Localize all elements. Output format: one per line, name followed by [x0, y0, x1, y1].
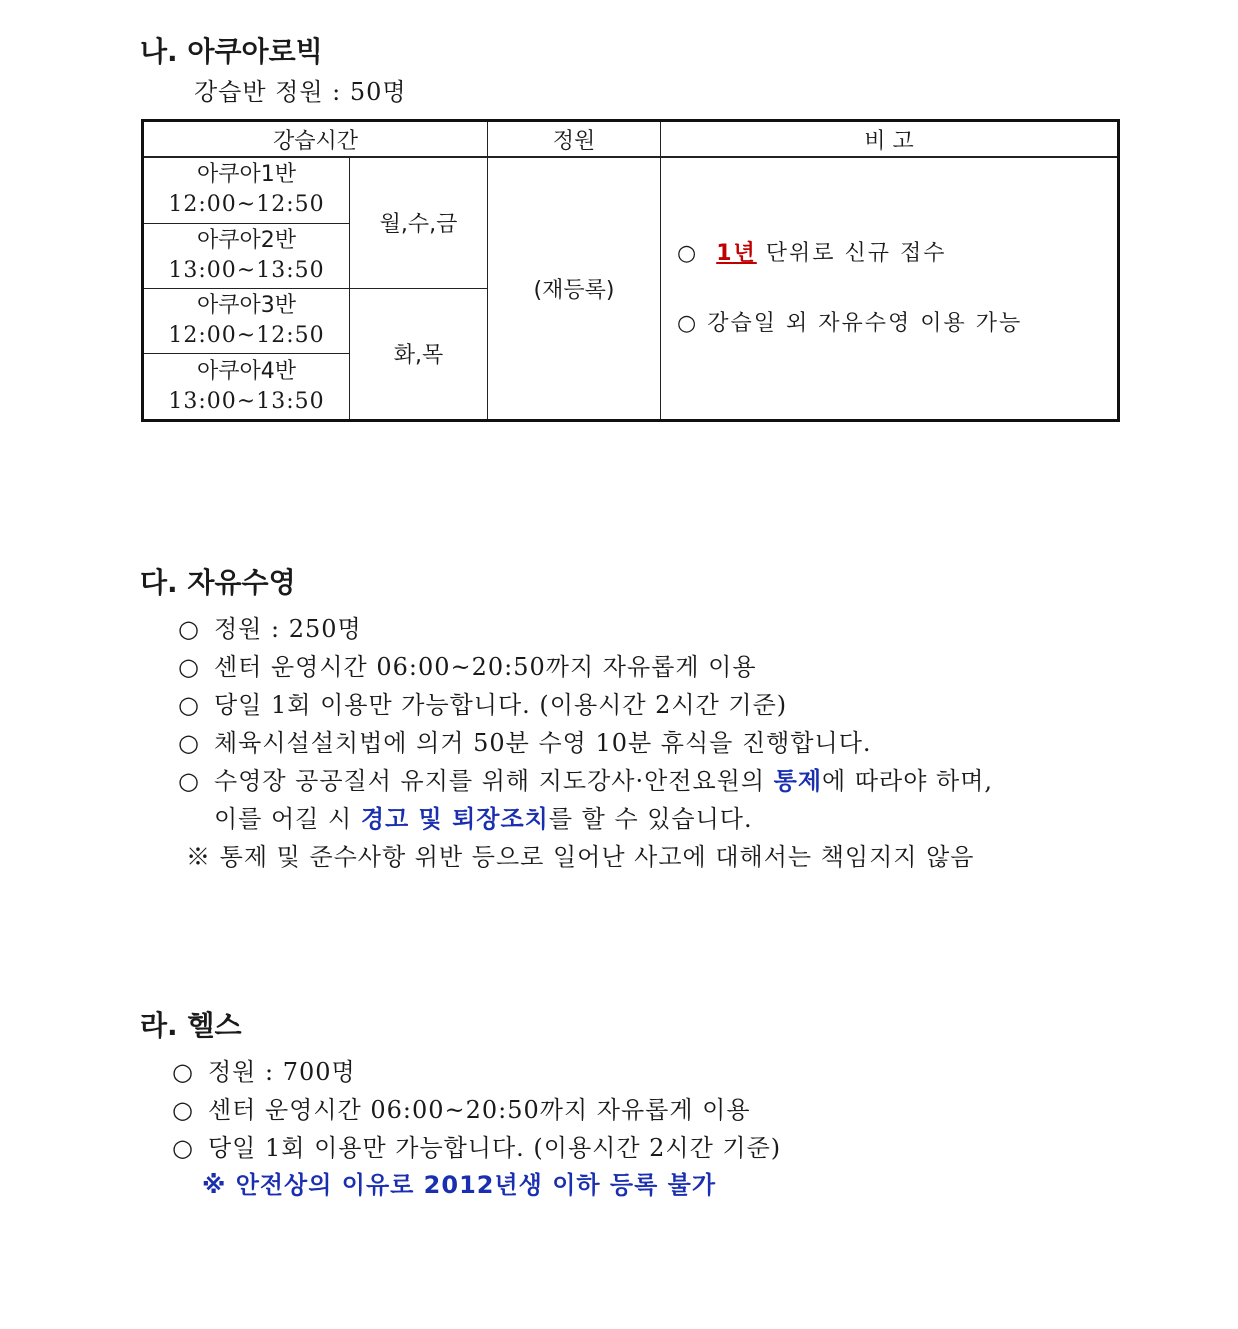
- list-item-text: 체육시설설치법에 의거 50분 수영 10분 휴식을 진행합니다.: [214, 729, 872, 757]
- bullet-icon: ○: [172, 1096, 194, 1124]
- class-name: 아쿠아3반: [196, 293, 296, 319]
- list-item: [178, 686, 1138, 724]
- list-item: [178, 724, 1138, 762]
- header-remarks: 비 고: [661, 121, 1119, 158]
- list-item-text: 정원 : 700명: [208, 1058, 356, 1086]
- class-cell: [143, 354, 350, 421]
- list-item-continuation: [178, 800, 1138, 838]
- gym-list: [172, 1053, 1132, 1167]
- bullet-icon: ○: [178, 615, 200, 643]
- aqua-heading: 나. 아쿠아로빅: [140, 35, 323, 68]
- remark-highlight: 1년: [716, 240, 757, 266]
- days-cell: 월,수,금: [350, 157, 488, 288]
- days-cell: 화,목: [350, 288, 488, 420]
- free-swim-list: [178, 610, 1138, 876]
- list-item-text: 당일 1회 이용만 가능합니다. (이용시간 2시간 기준): [214, 691, 788, 719]
- emphasis-warning: 경고 및 퇴장조치: [360, 805, 549, 833]
- bullet-icon: ○: [178, 653, 200, 681]
- capacity-cell: (재등록): [488, 157, 661, 421]
- bullet-icon: ○: [178, 729, 200, 757]
- list-item-text: 이를 어길 시: [214, 805, 361, 833]
- list-item-text: 를 할 수 있습니다.: [548, 805, 753, 833]
- list-item: [178, 762, 1138, 800]
- bullet-icon: ○: [172, 1134, 194, 1162]
- bullet-icon: ○: [178, 767, 200, 795]
- list-item-text: 당일 1회 이용만 가능합니다. (이용시간 2시간 기준): [208, 1134, 782, 1162]
- gym-heading: 라. 헬스: [140, 1009, 242, 1042]
- class-cell: [143, 288, 350, 353]
- list-item-text: 수영장 공공질서 유지를 위해 지도강사·안전요원의: [214, 767, 774, 795]
- remark-2: ○ 강습일 외 자유수영 이용 가능: [677, 310, 1023, 336]
- class-cell: [143, 157, 350, 223]
- class-name: 아쿠아4반: [196, 358, 296, 384]
- remark-bullet: ○: [677, 240, 699, 266]
- header-class-time: 강습시간: [143, 121, 488, 158]
- list-item-text: 센터 운영시간 06:00~20:50까지 자유롭게 이용: [208, 1096, 751, 1124]
- header-capacity: 정원: [488, 121, 661, 158]
- remark-1-text: 단위로 신규 접수: [756, 240, 947, 266]
- list-item: [172, 1091, 1132, 1129]
- list-item-text: 정원 : 250명: [214, 615, 362, 643]
- emphasis-control: 통제: [773, 767, 823, 795]
- free-swim-heading: 다. 자유수영: [140, 566, 296, 599]
- bullet-icon: ○: [172, 1058, 194, 1086]
- aqua-schedule-table: [141, 119, 1120, 422]
- table-header-row: [143, 121, 1119, 158]
- remarks-cell: [661, 157, 1119, 421]
- list-item: [178, 648, 1138, 686]
- class-name: 아쿠아1반: [196, 162, 296, 188]
- list-item: [178, 610, 1138, 648]
- class-time: 12:00~12:50: [168, 323, 325, 349]
- aqua-capacity-line: 강습반 정원 : 50명: [194, 78, 407, 106]
- class-time: 13:00~13:50: [168, 257, 325, 283]
- class-name: 아쿠아2반: [196, 227, 296, 253]
- list-item: [172, 1053, 1132, 1091]
- list-item-text: 에 따라야 하며,: [822, 767, 994, 795]
- class-time: 13:00~13:50: [168, 388, 325, 414]
- remark-1: [677, 236, 1117, 272]
- free-swim-note: ※ 통제 및 준수사항 위반 등으로 일어난 사고에 대해서는 책임지지 않음: [186, 843, 975, 871]
- gym-age-restriction-note: ※ 안전상의 이유로 2012년생 이하 등록 불가: [202, 1171, 717, 1199]
- bullet-icon: ○: [178, 691, 200, 719]
- list-item: [172, 1129, 1132, 1167]
- class-cell: [143, 223, 350, 288]
- list-item-text: 센터 운영시간 06:00~20:50까지 자유롭게 이용: [214, 653, 757, 681]
- class-time: 12:00~12:50: [168, 192, 325, 218]
- table-row: [143, 157, 1119, 223]
